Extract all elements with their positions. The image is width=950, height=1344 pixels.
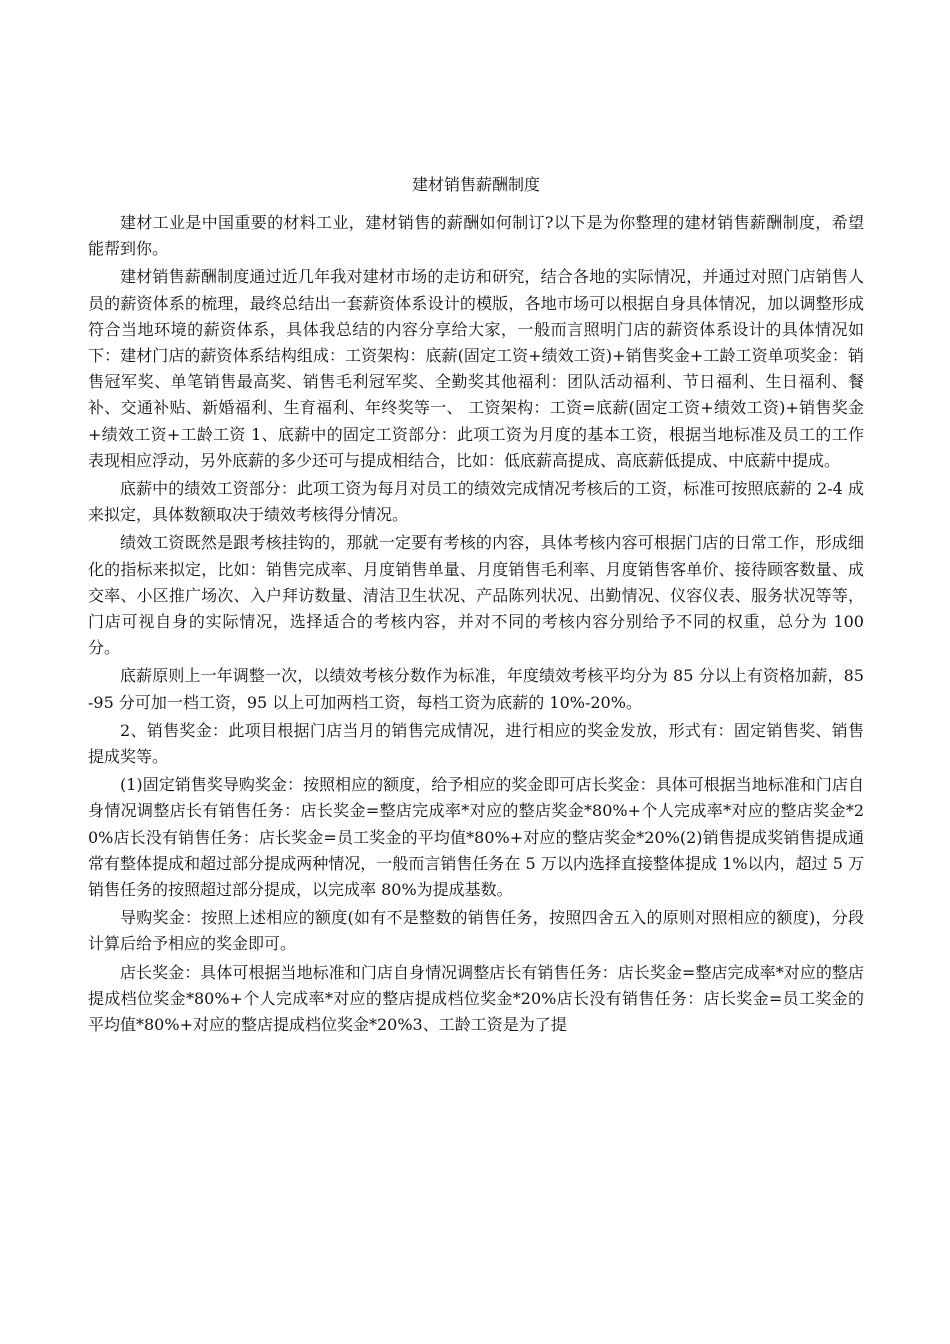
document-body	[88, 210, 864, 1038]
paragraph-assessment-content: 绩效工资既然是跟考核挂钩的，那就一定要有考核的内容，具体考核内容可根据门店的日常工作，形成细化的指标来拟定，比如：销售完成率、月度销售单量、月度销售毛利率、月度销售客单价、接待顾客数量、成交率、小区推广场次、入户拜访数量、清洁卫生状况、产品陈列状况、出勤情况、仪容仪表、服务状况等等，门店可视自身的实际情况，选择适合的考核内容，并对不同的考核内容分别给予不同的权重，总分为 100 分。	[88, 533, 864, 658]
document-title: 建材销售薪酬制度	[411, 175, 540, 194]
paragraph-manager-bonus: 店长奖金：具体可根据当地标准和门店自身情况调整店长有销售任务：店长奖金=整店完成率*对应的整店提成档位奖金*80%+个人完成率*对应的整店提成档位奖金*20%店长没有销售任务：店长奖金=员工奖金的平均值*80%+对应的整店提成档位奖金*20%3、工龄工资是为了提	[88, 962, 864, 1035]
paragraph-intro: 建材工业是中国重要的材料工业，建材销售的薪酬如何制订?以下是为你整理的建材销售薪酬制度，希望能帮到你。	[88, 213, 864, 259]
paragraph-salary-structure: 建材销售薪酬制度通过近几年我对建材市场的走访和研究，结合各地的实际情况，并通过对照门店销售人员的薪资体系的梳理，最终总结出一套薪资体系设计的模版，各地市场可以根据自身具体情况，加以调整形成符合当地环境的薪资体系，具体我总结的内容分享给大家，一般而言照明门店的薪资体系设计的具体情况如下：建材门店的薪资体系结构组成：工资架构：底薪(固定工资+绩效工资)+销售奖金+工龄工资单项奖金：销售冠军奖、单笔销售最高奖、销售毛利冠军奖、全勤奖其他福利：团队活动福利、节日福利、生日福利、餐补、交通补贴、新婚福利、生育福利、年终奖等一、 工资架构：工资=底薪(固定工资+绩效工资)+销售奖金+绩效工资+工龄工资 1、底薪中的固定工资部分：此项工资为月度的基本工资，根据当地标准及员工的工作表现相应浮动，另外底薪的多少还可与提成相结合，比如：低底薪高提成、高底薪低提成、中底薪中提成。	[88, 267, 864, 470]
paragraph-fixed-sales-bonus: (1)固定销售奖导购奖金：按照相应的额度，给予相应的奖金即可店长奖金：具体可根据当地标准和门店自身情况调整店长有销售任务：店长奖金=整店完成率*对应的整店奖金*80%+个人完成率*对应的整店奖金*20%店长没有销售任务：店长奖金=员工奖金的平均值*80%+对应的整店奖金*20%(2)销售提成奖销售提成通常有整体提成和超过部分提成两种情况，一般而言销售任务在 5 万以内选择直接整体提成 1%以内，超过 5 万销售任务的按照超过部分提成，以完成率 80%为提成基数。	[88, 775, 864, 900]
paragraph-guide-bonus: 导购奖金：按照上述相应的额度(如有不是整数的销售任务，按照四舍五入的原则对照相应的额度)，分段计算后给予相应的奖金即可。	[88, 908, 864, 954]
paragraph-salary-adjustment: 底薪原则上一年调整一次，以绩效考核分数作为标准，年度绩效考核平均分为 85 分以上有资格加薪，85-95 分可加一档工资，95 以上可加两档工资，每档工资为底薪的 10%-20%。	[88, 666, 864, 712]
paragraph-performance-pay: 底薪中的绩效工资部分：此项工资为每月对员工的绩效完成情况考核后的工资，标准可按照底薪的 2-4 成来拟定，具体数额取决于绩效考核得分情况。	[88, 479, 864, 525]
document-page	[88, 174, 864, 1040]
paragraph-sales-bonus: 2、销售奖金：此项目根据门店当月的销售完成情况，进行相应的奖金发放，形式有：固定销售奖、销售提成奖等。	[88, 720, 864, 767]
